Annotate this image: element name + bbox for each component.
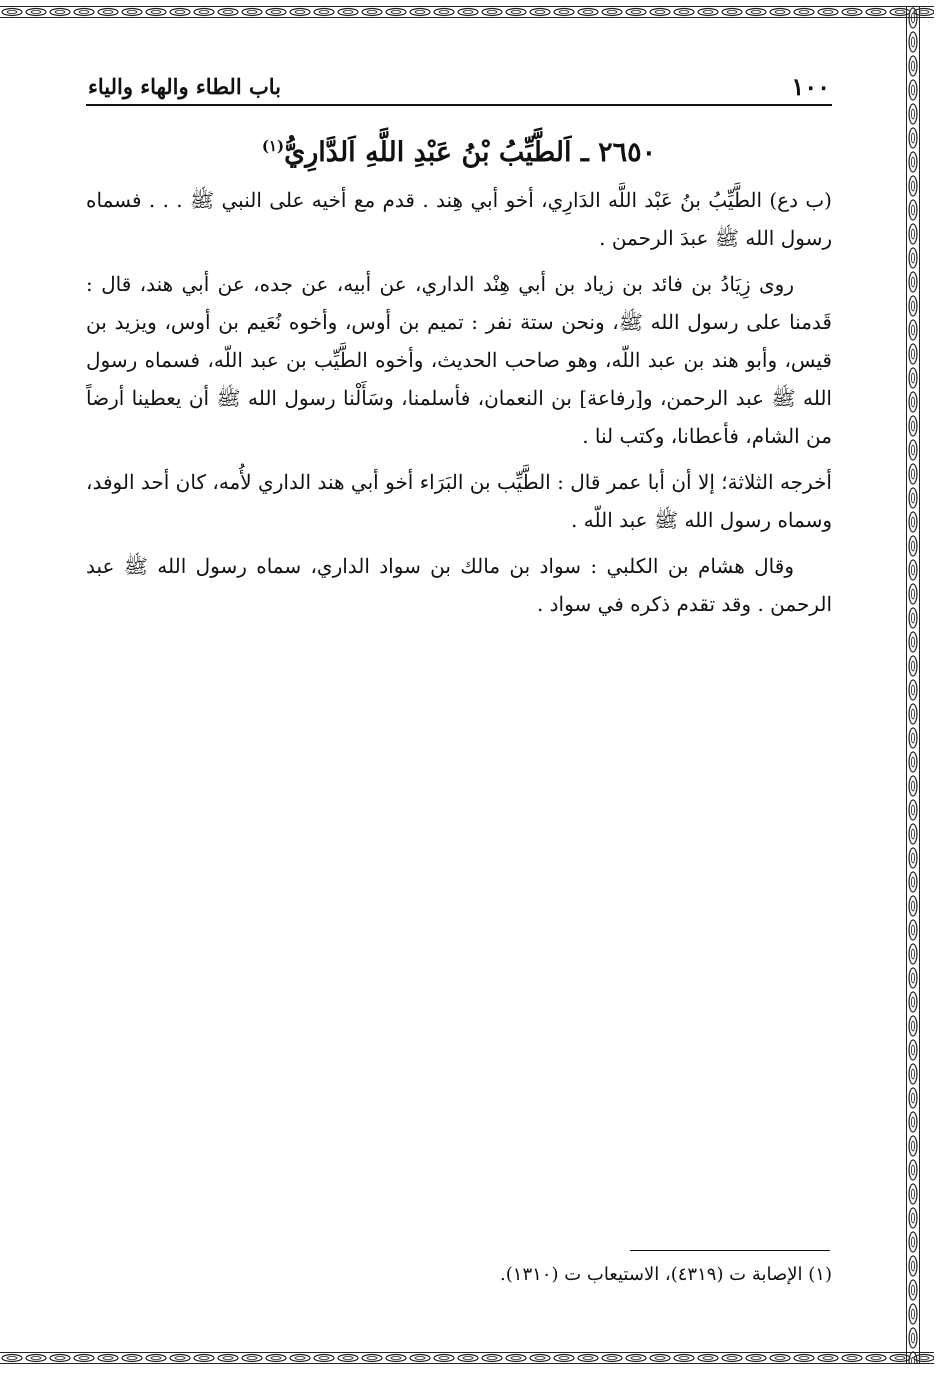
running-header: [88, 72, 830, 106]
paragraph-narration: روى زِيَادُ بن فائد بن زياد بن أبي هِنْد الداري، عن أبيه، عن جده، عن أبي هند، قال : قَدمنا على رسول الله ﷺ، ونحن ستة نفر : تميم بن أوس، وأخوه نُعَيم بن أوس، ويزيد بن قيس، وأبو هند بن عبد اللّه، وهو صاحب الحديث، وأخوه الطَّيِّب بن عبد اللّه، فسماه رسول الله ﷺ عبد الرحمن، و[رفاعة] بن النعمان، فأسلمنا، وسَأَلْنا رسول الله ﷺ أن يعطينا أرضاً من الشام، فأعطانا، وكتب لنا .: [86, 272, 832, 448]
page-number: ١٠٠: [791, 72, 830, 101]
main-text: [86, 120, 832, 631]
paragraph-intro: (ب دع) الطَّيِّبُ بنُ عَبْد اللَّه الدَارِي، أخو أبي هِند . قدم مع أخيه على النبي ﷺ . . . فسماه رسول الله ﷺ عبدَ الرحمن .: [86, 188, 832, 250]
footnote: (١) الإصابة ت (٤٣١٩)، الاستيعاب ت (١٣١٠).: [500, 1264, 832, 1285]
footnote-marker: (١): [261, 137, 285, 155]
header-rule: [86, 104, 832, 106]
page-border-bottom: [0, 1352, 934, 1364]
chapter-title: باب الطاء والهاء والياء: [88, 74, 281, 99]
footnote-rule: [630, 1250, 830, 1251]
paragraph-kalbi: وقال هشام بن الكلبي : سواد بن مالك بن سواد الداري، سماه رسول الله ﷺ عبد الرحمن . وقد تقدم ذكره في سواد .: [86, 554, 832, 616]
entry-title-text: ٢٦٥٠ ـ اَلطَّيِّبُ بْنُ عَبْدِ اللَّهِ اَلدَّارِيُّ: [284, 137, 657, 168]
page-border-right: [906, 6, 920, 1364]
paragraph-sources: أخرجه الثلاثة؛ إلا أن أبا عمر قال : الطَّيِّب بن البَرَاء أخو أبي هند الداري لأُمه، كان أحد الوفد، وسماه رسول الله ﷺ عبد اللّه .: [86, 470, 832, 532]
page-border-top: [0, 6, 934, 18]
entry-title: [86, 124, 832, 175]
